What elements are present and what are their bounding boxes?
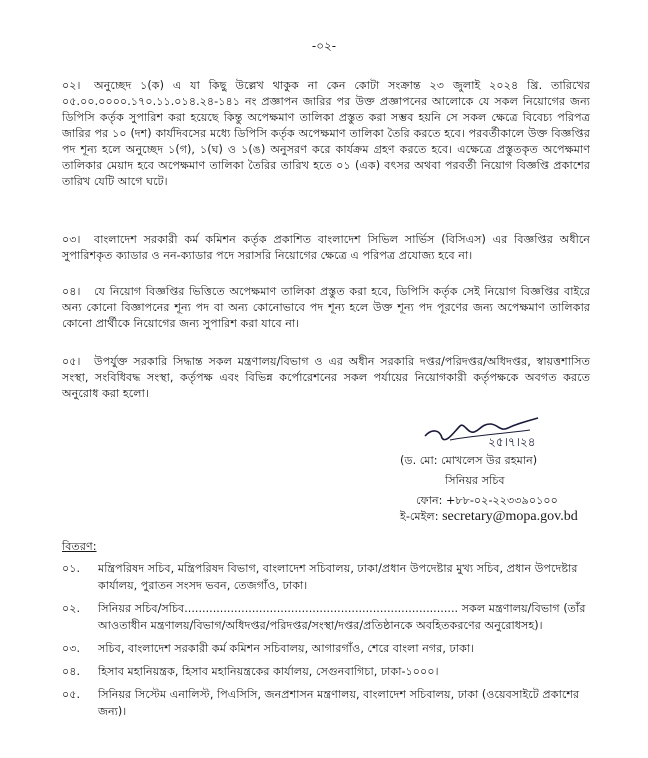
page-number: -০২- xyxy=(311,39,337,53)
distribution-item xyxy=(62,600,590,634)
paragraph-number: ০২। xyxy=(62,79,81,92)
signatory-email xyxy=(400,508,578,527)
signatory-designation: সিনিয়র সচিব xyxy=(445,474,505,487)
paragraph-number: ০৫। xyxy=(62,355,81,368)
paragraph-text: উপর্যুক্ত সরকারি সিদ্ধান্ত সকল মন্ত্রণালয়/বিভাগ ও এর অধীন সরকারি দপ্তর/পরিদপ্তর/অধিদপ্তর, স্বায়ত্তশাসিত সংস্থা, সংবিধিবদ্ধ সংস্থা, কর্তৃপক্ষ এবং বিভিন্ন কর্পোরেশনের সকল পর্যায়ের নিয়োগকারী কর্তৃপক্ষকে অবগত করতে অনুরোধ করা হলো। xyxy=(62,355,590,400)
distribution-number: ০৪. xyxy=(62,665,81,678)
email-label: ই-মেইল: xyxy=(400,510,439,523)
paragraph-number: ০৪। xyxy=(62,285,81,298)
distribution-text: হিসাব মহানিয়ন্ত্রক, হিসাব মহানিয়ন্ত্রকের কার্যালয়, সেগুনবাগিচা, ঢাকা-১০০০। xyxy=(98,665,439,678)
distribution-title: বিতরণ: xyxy=(62,540,97,553)
distribution-item xyxy=(62,663,590,680)
distribution-item xyxy=(62,640,590,657)
paragraph-03 xyxy=(62,232,590,264)
handwritten-signature xyxy=(420,410,570,452)
distribution-item xyxy=(62,686,590,720)
distribution-item xyxy=(62,560,590,594)
distribution-text: সচিব, বাংলাদেশ সরকারী কর্ম কমিশন সচিবালয়, আগারগাঁও, শেরে বাংলা নগর, ঢাকা। xyxy=(98,642,475,655)
paragraph-text: যে নিয়োগ বিজ্ঞপ্তির ভিত্তিতে অপেক্ষমাণ তালিকা প্রস্তুত করা হবে, ডিপিসি কর্তৃক সেই নিয়োগ বিজ্ঞপ্তির বাইরে অন্য কোনো বিজ্ঞাপনের শূন্য পদ বা অন্য কোনোভাবে পদ শূন্য হলে উক্ত শূন্য পদ পূরণের জন্য অপেক্ষমাণ তালিকার কোনো প্রার্থীকে নিয়োগের জন্য সুপারিশ করা যাবে না। xyxy=(62,285,590,330)
paragraph-text: বাংলাদেশ সরকারী কর্ম কমিশন কর্তৃক প্রকাশিত বাংলাদেশ সিভিল সার্ভিস (বিসিএস) এর বিজ্ঞপ্তির অধীনে সুপারিশকৃত ক্যাডার ও নন-ক্যাডার পদে সরাসরি নিয়োগের ক্ষেত্রে এ পরিপত্র প্রযোজ্য হবে না। xyxy=(62,233,590,262)
signatory-name: (ড. মো: মোখলেস উর রহমান) xyxy=(400,454,538,467)
distribution-text: সিনিয়র সিস্টেম এনালিস্ট, পিএসিসি, জনপ্রশাসন মন্ত্রণালয়, বাংলাদেশ সচিবালয়, ঢাকা (ওয়েবসাইটে প্রকাশের জন্য)। xyxy=(98,688,580,718)
distribution-text: মন্ত্রিপরিষদ সচিব, মন্ত্রিপরিষদ বিভাগ, বাংলাদেশ সচিবালয়, ঢাকা/প্রধান উপদেষ্টার মুখ্য সচিব, প্রধান উপদেষ্টার কার্যালয়, পুরাতন সংসদ ভবন, তেজগাঁও, ঢাকা। xyxy=(98,562,578,592)
signatory-phone: ফোন: +৮৮-০২-২২৩৩৯০১০০ xyxy=(416,494,558,507)
paragraph-02 xyxy=(62,78,590,190)
paragraph-number: ০৩। xyxy=(62,233,81,246)
distribution-number: ০৩. xyxy=(62,642,81,655)
distribution-number: ০২. xyxy=(62,602,81,615)
paragraph-text: অনুচ্ছেদ ১(ক) এ যা কিছু উল্লেখ থাকুক না কেন কোটা সংক্রান্ত ২৩ জুলাই ২০২৪ খ্রি. তারিখের ০৫.০০.০০০০.১৭০.১১.০১৪.২৪-১৪১ নং প্রজ্ঞাপন জারির পর উক্ত প্রজ্ঞাপনের আলোকে যে সকল নিয়োগের জন্য ডিপিসি কর্তৃক সুপারিশ করা হয়েছে কিন্তু অপেক্ষমাণ তালিকা প্রস্তুত করা সম্ভব হয়নি সে সকল ক্ষেত্রে বিবেচ্য পরিপত্র জারির পর ১০ (দশ) কার্যদিবসের মধ্যে ডিপিসি কর্তৃক অপেক্ষমাণ তালিকা তৈরি করতে হবে। পরবর্তীকালে উক্ত বিজ্ঞপ্তির পদ শূন্য হলে অনুচ্ছেদ ১(গ), ১(ঘ) ও ১(ঙ) অনুসরণ করে কার্যক্রম গ্রহণ করতে হবে। এক্ষেত্রে প্রস্তুতকৃত অপেক্ষমাণ তালিকার মেয়াদ হবে অপেক্ষমাণ তালিকা তৈরির তারিখ হতে ০১ (এক) বৎসর অথবা পরবর্তী নিয়োগ বিজ্ঞপ্তি প্রকাশের তারিখ যেটি আগে ঘটে। xyxy=(62,79,590,188)
distribution-number: ০১. xyxy=(62,562,81,575)
paragraph-05 xyxy=(62,354,590,402)
paragraph-04 xyxy=(62,284,590,332)
signature-date: ২৫।৭।২৪ xyxy=(488,435,536,449)
email-address: secretary@mopa.gov.bd xyxy=(442,509,578,524)
distribution-text: সিনিয়র সচিব/সচিব............................................................................. সকল মন্ত্রণালয়/বিভাগ (তাঁর আওতাধীন মন্ত্রণালয়/বিভাগ/অধিদপ্তর/পরিদপ্তর/সংস্থা/দপ্তর/প্রতিষ্ঠানকে অবহিতকরণের অনুরোধসহ)। xyxy=(98,602,586,632)
distribution-number: ০৫. xyxy=(62,688,81,701)
